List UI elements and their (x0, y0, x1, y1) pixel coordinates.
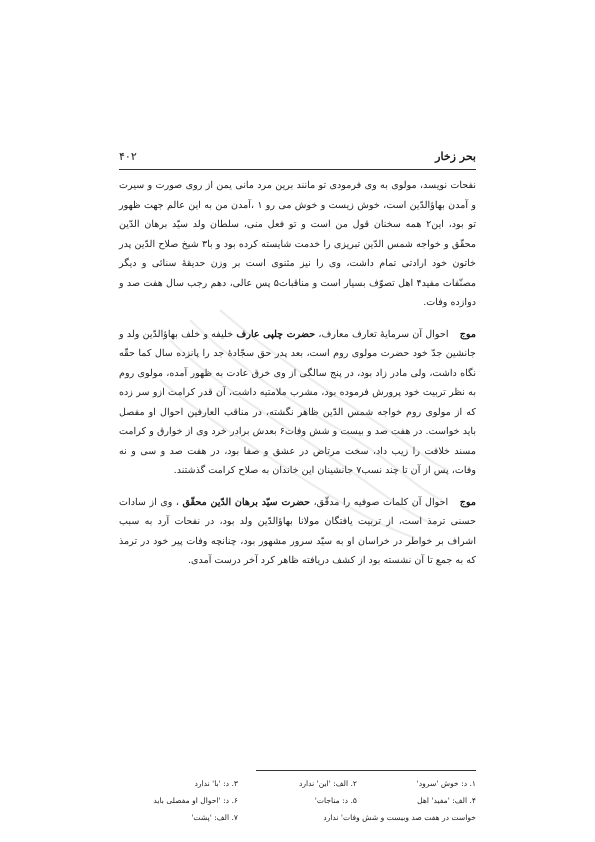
footnote: ۶. د: 'احوال او مفصلی باید (153, 796, 238, 805)
header-rule (119, 169, 476, 170)
footnote-row (119, 792, 476, 809)
section-marker: موج (459, 496, 476, 508)
footnote-row (119, 809, 476, 826)
paragraph-text: ، وی از سادات حسنی ترمذ است، از تربیت یافتگان مولانا بهاؤالدّین ولد بود، در نفحات آرد به سبب اشراف بر خواطر در خراسان او به سیّد سرور مشهور بود، چنانچه وفات پیر خود در ترمذ که به جمع تا آن نشسته بود از کشف دریافته ظاهر کرد آخر درست آمدی. (119, 496, 476, 566)
person-name: حضرت چلپی عارف (236, 328, 316, 340)
paragraph-intro: احوال آن سرمایهٔ تعارف معارف، (315, 328, 449, 340)
page-number: ۴۰۲ (119, 150, 137, 163)
main-text (119, 176, 476, 583)
footnote: ۵. د: مناجات' (314, 796, 357, 805)
footnote: خواست در هفت صد وبیست و شش وفات' ندارد (323, 813, 476, 822)
footnote: ۲. الف: 'این' ندارد (298, 779, 357, 788)
footnote: ۳. د: 'با' ندارد (194, 779, 238, 788)
paragraph-3 (119, 493, 476, 571)
footnote-row (119, 775, 476, 792)
person-name: حضرت سیّد برهان الدّین محقّق (182, 496, 311, 508)
footnote: ۷. الف: 'پشت' (191, 813, 238, 822)
paragraph-1: نفحات نویسد، مولوی به وی فرمودی تو مانند برین مرد مانی یمن از روی صورت و سیرت و آمدن بهاؤالدّین است، خوش زیست و خوش می رو ۱ ،آمدن من به این عالم جهت ظهور تو بود، این۲ همه سخنان قول من است و تو فعل منی، سلطان ولد سیّد برهان الدّین محقّق و خواجه شمس الدّین تبریزی را خدمت شایسته کرده بود و با۳ شیخ صلاح الدّین پدر خاتون خود ارادتی تمام داشت، وی را نیز مثنوی است بر وزن حدیقهٔ سنائی و دیگر مصنّفات مفید۴ اهل تصوّف بسیار است و مناقبات۵ پس عالی، دهم رجب سال هفت صد و دوازده وفات. (119, 180, 477, 308)
footnote: ۱. د: خوش 'سرود' (416, 779, 476, 788)
section-marker: موج (459, 328, 476, 340)
paragraph-intro: احوال آن کلمات صوفیه را مدقّق، (310, 496, 449, 508)
running-header (119, 150, 476, 168)
paragraph-2 (119, 325, 476, 481)
running-title: بحر زخار (435, 150, 476, 163)
paragraph-text: خلیفه و خلف بهاؤالدّین ولد و جانشین جدّ خود حضرت مولوی روم است، بعد پدر حق سجّادهٔ جد را پانزده سال کما حقّه نگاه داشت، ولی مادر زاد بود، در پنج سالگی از وی خرق عادت به ظهور آمده، مولوی روم به نظر تربیت خود پرورش فرموده بود، مشرب ملامتیه داشت، آن قدر کرامت ازو سر زده که از مولوی روم خواجه شمس الدّین ظاهر نگشته، در مناقب العارفین احوال او مفصل باید خواست. در هفت صد و بیست و شش وفات۶ بعدش برادر خرد وی از خوارق و کرامت مسند خلافت را زیب داد، سخت مرتاض در عشق و صفا بود، در هفت صد و سی و نه وفات، پس از آن تا چند نسب۷ جانشینان این خاندان به صلاح کرامت گذشتند. (119, 328, 476, 476)
footnotes (119, 775, 476, 826)
footnote: ۴. الف: 'مفید' اهل (417, 796, 476, 805)
footnote-rule (256, 770, 476, 771)
